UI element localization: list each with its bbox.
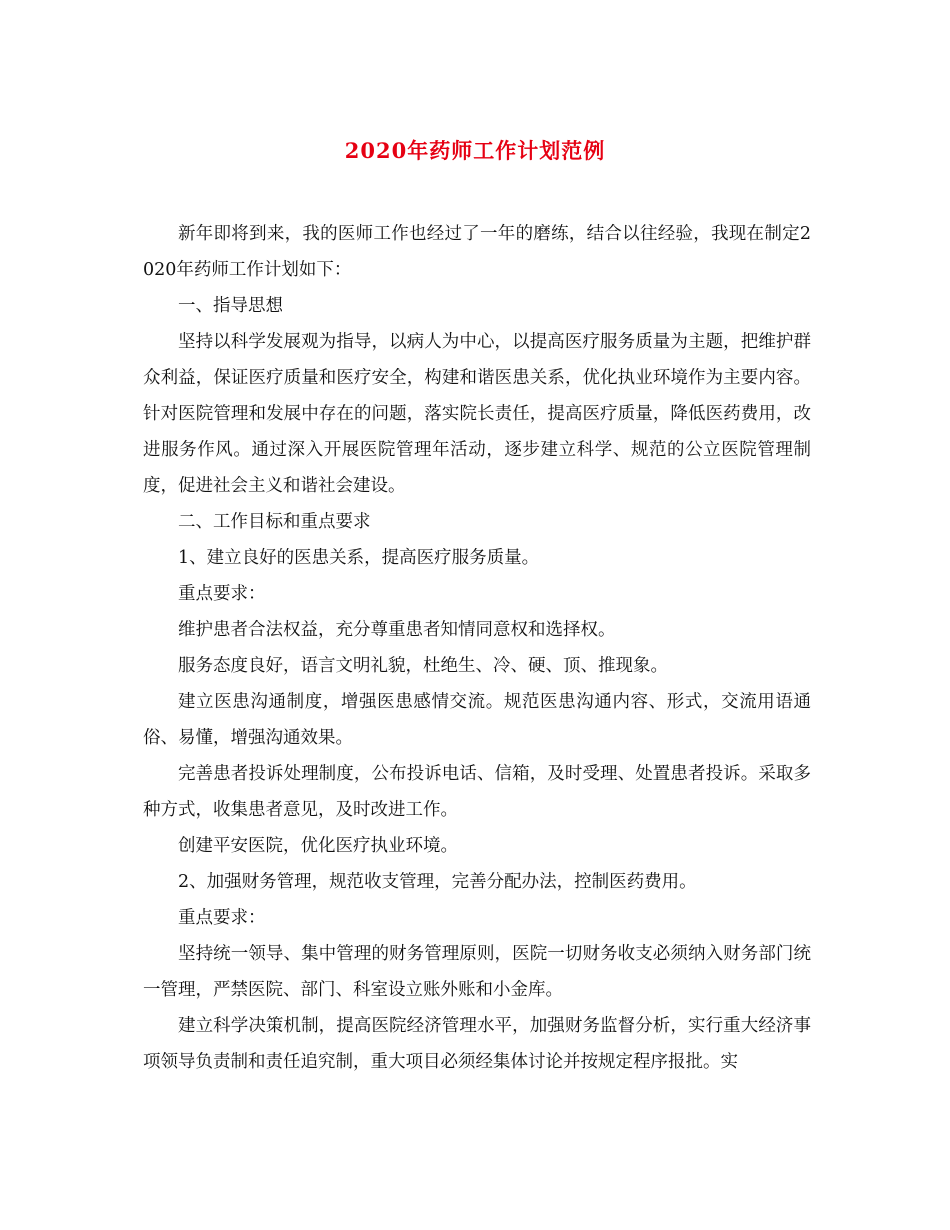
item-heading-2: 2、加强财务管理，规范收支管理，完善分配办法，控制医药费用。 [178, 872, 697, 892]
key-requirements-label: 重点要求： [178, 584, 266, 604]
document-body [143, 216, 811, 1080]
section-heading-goals: 二、工作目标和重点要求 [178, 512, 371, 532]
requirement-paragraph: 服务态度良好，语言文明礼貌，杜绝生、冷、硬、顶、推现象。 [178, 656, 668, 676]
document-title: 2020年药师工作计划范例 [344, 138, 606, 163]
section-heading-guiding-ideology: 一、指导思想 [178, 296, 283, 316]
requirement-paragraph: 维护患者合法权益，充分尊重患者知情同意权和选择权。 [178, 620, 616, 640]
key-requirements-label: 重点要求： [178, 908, 266, 928]
requirement-paragraph: 建立科学决策机制，提高医院经济管理水平，加强财务监督分析，实行重大经济事项领导负责制和责任追究制，重大项目必须经集体讨论并按规定程序报批。实 [143, 1016, 811, 1072]
paragraph-intro: 新年即将到来，我的医师工作也经过了一年的磨练，结合以往经验，我现在制定2020年药师工作计划如下： [143, 224, 811, 280]
paragraph-guiding-ideology: 坚持以科学发展观为指导，以病人为中心，以提高医疗服务质量为主题，把维护群众利益，保证医疗质量和医疗安全，构建和谐医患关系，优化执业环境作为主要内容。针对医院管理和发展中存在的问题，落实院长责任，提高医疗质量，降低医药费用，改进服务作风。通过深入开展医院管理年活动，逐步建立科学、规范的公立医院管理制度，促进社会主义和谐社会建设。 [143, 332, 811, 496]
item-heading-1: 1、建立良好的医患关系，提高医疗服务质量。 [178, 548, 540, 568]
requirement-paragraph: 坚持统一领导、集中管理的财务管理原则，医院一切财务收支必须纳入财务部门统一管理，严禁医院、部门、科室设立账外账和小金库。 [143, 944, 811, 1000]
requirement-paragraph: 完善患者投诉处理制度，公布投诉电话、信箱，及时受理、处置患者投诉。采取多种方式，收集患者意见，及时改进工作。 [143, 764, 811, 820]
requirement-paragraph: 建立医患沟通制度，增强医患感情交流。规范医患沟通内容、形式，交流用语通俗、易懂，增强沟通效果。 [143, 692, 811, 748]
requirement-paragraph: 创建平安医院，优化医疗执业环境。 [178, 836, 458, 856]
